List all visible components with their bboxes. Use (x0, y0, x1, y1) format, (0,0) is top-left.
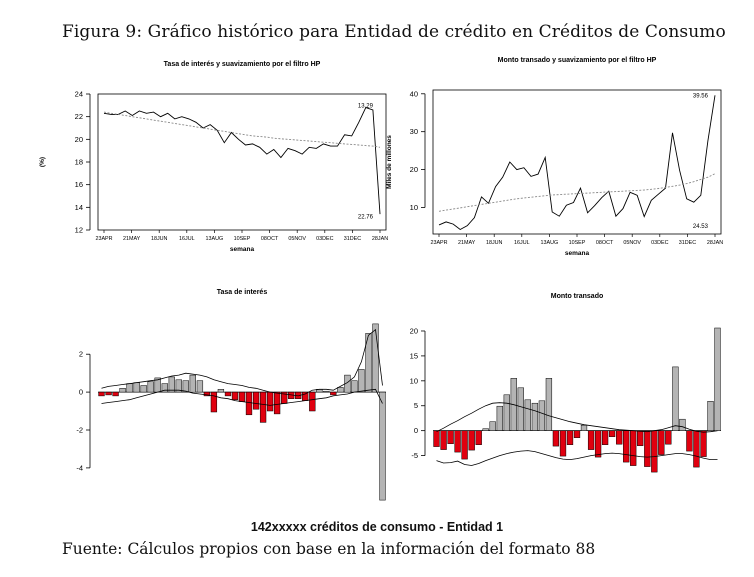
bar (658, 431, 664, 455)
chart-title: Monto transado y suavizamiento por el filtro HP (497, 57, 657, 64)
bar (483, 429, 489, 431)
x-tick-label: 05NOV (623, 240, 642, 246)
bar (434, 431, 440, 447)
y-axis-label: (%) (39, 156, 46, 168)
bar (309, 392, 315, 411)
bar (518, 388, 524, 431)
y-tick-label: 14 (74, 202, 83, 212)
chart-title: Tasa de interés y suavizamiento por el filtro HP (163, 61, 321, 68)
bar (448, 431, 454, 444)
bar (267, 392, 273, 411)
bar (595, 431, 601, 457)
plot-frame (98, 94, 386, 230)
bar (504, 395, 510, 431)
y-tick-label: 30 (409, 127, 418, 137)
bar (127, 384, 133, 393)
bar (637, 431, 643, 446)
chart-amount-bars (377, 293, 754, 536)
y-axis-label: Miles de millones (386, 135, 393, 189)
value-annotation: 39.56 (692, 93, 708, 100)
bar (497, 406, 503, 430)
hp-trend-line (439, 174, 715, 212)
x-tick-label: 23APR (95, 236, 113, 242)
bar (455, 431, 461, 452)
bar (197, 381, 203, 392)
bar (539, 401, 545, 431)
y-tick-label: -4 (76, 463, 83, 473)
y-tick-label: -2 (76, 425, 83, 435)
bar (651, 431, 657, 472)
x-tick-label: 23APR (430, 240, 448, 246)
bar (553, 431, 559, 446)
bar (490, 422, 496, 431)
x-tick-label: 31DEC (678, 240, 697, 246)
y-tick-label: 0 (78, 387, 83, 397)
bar (274, 392, 280, 414)
x-tick-label: 18JUN (485, 240, 503, 246)
bar (99, 392, 105, 396)
y-tick-label: 24 (74, 89, 83, 99)
bar (260, 392, 266, 422)
y-tick-label: 10 (409, 376, 418, 386)
chart-title: Tasa de interés (216, 289, 268, 296)
bar (694, 431, 700, 467)
x-tick-label: 21MAY (457, 240, 476, 246)
x-tick-label: 08OCT (595, 240, 614, 246)
x-tick-label: 08OCT (260, 236, 279, 242)
bar (253, 392, 259, 409)
x-tick-label: 21MAY (122, 236, 141, 242)
y-tick-label: 20 (74, 134, 83, 144)
x-tick-label: 28JAN (706, 240, 724, 246)
x-axis-label: semana (564, 250, 590, 257)
bar (623, 431, 629, 462)
x-tick-label: 13AUG (540, 240, 559, 246)
x-tick-label: 05NOV (288, 236, 307, 242)
chart-interest-rate-bars (30, 289, 407, 536)
bar (239, 392, 245, 402)
bar (211, 392, 217, 412)
bar (359, 369, 365, 392)
bar (148, 382, 154, 392)
bar (687, 431, 693, 451)
bar (665, 431, 671, 445)
y-tick-label: 20 (409, 326, 418, 336)
bar (323, 391, 329, 392)
chart-title: Monto transado (550, 293, 604, 300)
x-tick-label: 28JAN (371, 236, 389, 242)
y-tick-label: 22 (74, 112, 83, 122)
bar (120, 388, 126, 392)
bar (574, 431, 580, 438)
y-tick-label: -5 (411, 451, 418, 461)
bar (246, 392, 252, 415)
bar (232, 392, 238, 400)
bar (183, 381, 189, 392)
bar (715, 328, 721, 431)
bar (338, 387, 344, 392)
x-tick-label: 03DEC (316, 236, 334, 242)
value-annotation: 22.76 (357, 214, 373, 221)
bar (567, 431, 573, 445)
y-tick-label: 2 (78, 349, 83, 359)
value-annotation: 13.29 (357, 103, 373, 110)
y-tick-label: 20 (409, 165, 418, 175)
series-line (104, 108, 380, 215)
x-tick-label: 10SEP (233, 236, 251, 242)
bar (525, 400, 531, 431)
x-tick-label: 18JUN (150, 236, 168, 242)
bar (218, 389, 224, 392)
chart-panel-amount-bars (377, 293, 754, 536)
bar (476, 431, 482, 445)
figure-caption: 142xxxxx créditos de consumo - Entidad 1 (250, 520, 504, 534)
bar (462, 431, 468, 459)
y-tick-label: 15 (409, 351, 418, 361)
bar (190, 375, 196, 392)
bar (469, 431, 475, 450)
bar (141, 386, 147, 393)
y-tick-label: 12 (74, 225, 83, 235)
x-tick-label: 16JUL (514, 240, 530, 246)
bar (106, 392, 112, 395)
y-tick-label: 18 (74, 157, 83, 167)
chart-panel-interest-rate-hp (30, 52, 407, 292)
band-line (437, 451, 718, 466)
chart-panel-interest-rate-bars (30, 289, 407, 536)
bar (134, 383, 140, 393)
x-tick-label: 31DEC (343, 236, 362, 242)
x-axis-label: semana (229, 246, 255, 253)
bar (330, 392, 336, 395)
bar (609, 431, 615, 437)
bar (602, 431, 608, 445)
bar (616, 431, 622, 445)
bar (673, 367, 679, 431)
chart-panel-amount-hp (377, 52, 754, 292)
figure-title: Figura 9: Gráfico histórico para Entidad de crédito en Créditos de Consumo (62, 22, 726, 42)
bar (113, 392, 119, 396)
bar (532, 403, 538, 430)
bar (581, 425, 587, 431)
y-tick-label: 0 (413, 426, 418, 436)
bar (225, 392, 231, 396)
bar (708, 401, 714, 430)
bar (630, 431, 636, 466)
bar (680, 419, 686, 431)
bar (701, 431, 707, 457)
bar (560, 431, 566, 456)
x-tick-label: 10SEP (568, 240, 586, 246)
bar (644, 431, 650, 467)
bar (302, 392, 308, 401)
bar (441, 431, 447, 450)
bar (352, 381, 358, 392)
value-annotation: 24.53 (692, 223, 708, 230)
x-tick-label: 16JUL (179, 236, 195, 242)
y-tick-label: 10 (409, 202, 418, 212)
bar (546, 378, 552, 430)
bar (588, 431, 594, 450)
y-tick-label: 5 (413, 401, 418, 411)
x-tick-label: 03DEC (651, 240, 669, 246)
chart-interest-rate-hp (30, 52, 407, 292)
chart-amount-hp (377, 52, 754, 292)
figure-footnote: Fuente: Cálculos propios con base en la información del formato 88 (62, 540, 596, 558)
y-tick-label: 16 (74, 180, 83, 190)
series-line (439, 95, 715, 229)
y-tick-label: 40 (409, 89, 418, 99)
x-tick-label: 13AUG (205, 236, 224, 242)
